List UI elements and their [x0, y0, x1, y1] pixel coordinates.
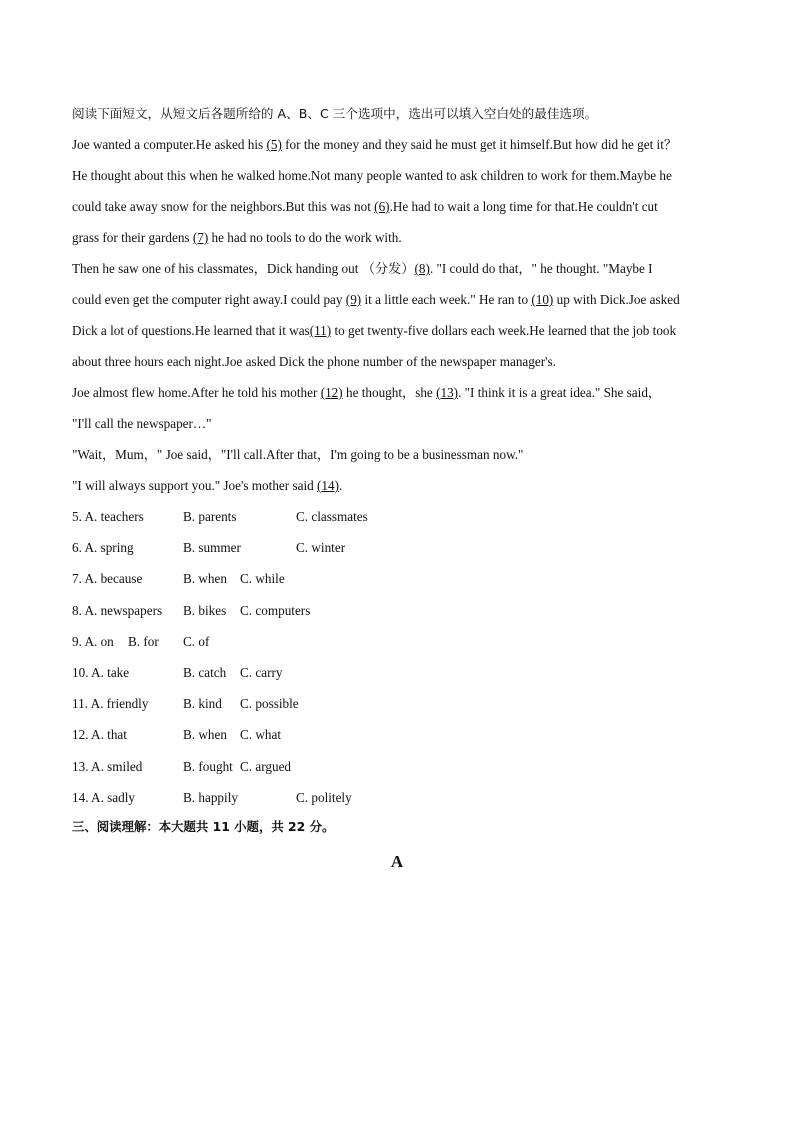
option-b: B. fought — [183, 758, 233, 774]
option-b: B. when — [183, 571, 227, 587]
option-a: 9. A. on — [72, 633, 114, 649]
blank-11: (11) — [309, 323, 332, 338]
text: . — [338, 478, 343, 493]
options-list — [72, 501, 722, 813]
option-row — [72, 532, 722, 563]
option-row — [72, 657, 722, 688]
text: . "I think it is a great idea." She said， — [458, 385, 662, 400]
blank-13: (13) — [436, 385, 459, 400]
blank-12: (12) — [320, 385, 343, 400]
option-c: C. while — [240, 571, 285, 587]
text: Joe almost flew home.After he told his mother — [72, 385, 321, 400]
text: Then he saw one of his classmates，Dick handing out （分发） — [72, 261, 415, 276]
text: for the money and they said he must get it himself.But how did he get it？ — [281, 137, 678, 152]
text: "I will always support you." Joe's mother said — [72, 478, 317, 493]
option-c: C. winter — [296, 540, 346, 556]
option-b: B. bikes — [183, 602, 227, 618]
option-row — [72, 626, 722, 657]
text: up with Dick.Joe asked — [553, 292, 680, 307]
option-c: C. argued — [240, 758, 292, 774]
option-row — [72, 595, 722, 626]
passage-line — [72, 191, 722, 222]
option-row — [72, 751, 722, 782]
option-row — [72, 782, 722, 813]
passage-line — [72, 315, 722, 346]
section-heading: 三、阅读理解：本大题共 11 小题，共 22 分。 — [72, 818, 335, 834]
option-a: 8. A. newspapers — [72, 602, 163, 618]
text: could take away snow for the neighbors.But this was not — [72, 199, 375, 214]
instruction-text: 阅读下面短文，从短文后各题所给的 A、B、C 三个选项中，选出可以填入空白处的最佳选项。 — [72, 106, 598, 121]
option-b: B. when — [183, 727, 227, 743]
option-a: 6. A. spring — [72, 540, 134, 556]
text: Joe wanted a computer.He asked his — [72, 137, 267, 152]
option-b: B. happily — [183, 789, 238, 805]
option-c: C. of — [183, 633, 210, 649]
option-a: 5. A. teachers — [72, 509, 144, 524]
passage-line — [72, 222, 722, 253]
option-b: B. parents — [183, 509, 237, 524]
option-row — [72, 501, 722, 532]
option-c: C. possible — [240, 696, 299, 712]
text: he had no tools to do the work with. — [208, 230, 402, 245]
passage-line: He thought about this when he walked home.Not many people wanted to ask children to work for them.Maybe he — [72, 168, 672, 183]
text: Dick a lot of questions.He learned that it was — [72, 323, 310, 338]
option-b: B. kind — [183, 696, 222, 712]
blank-10: (10) — [531, 292, 554, 307]
option-b: B. catch — [183, 664, 227, 680]
passage-line: "I'll call the newspaper…" — [72, 416, 212, 431]
text: to get twenty-five dollars each week.He learned that the job took — [331, 323, 677, 338]
option-b: B. for — [128, 633, 159, 649]
option-a: 10. A. take — [72, 664, 130, 680]
blank-7: (7) — [192, 230, 209, 245]
option-b: B. summer — [183, 540, 241, 556]
text: . "I could do that，" he thought. "Maybe I — [429, 261, 653, 276]
option-c: C. computers — [240, 602, 311, 618]
blank-6: (6) — [374, 199, 390, 214]
option-c: C. classmates — [296, 509, 368, 524]
text: could even get the computer right away.I could pay — [72, 292, 346, 307]
passage-line — [72, 129, 722, 160]
text: he thought，she — [342, 385, 437, 400]
option-row — [72, 563, 722, 594]
option-c: C. politely — [296, 789, 352, 805]
option-row — [72, 719, 722, 750]
blank-9: (9) — [345, 292, 362, 307]
passage-line — [72, 284, 722, 315]
text: it a little each week." He ran to — [361, 292, 532, 307]
part-title: A — [390, 852, 404, 871]
passage-line — [72, 377, 722, 408]
blank-5: (5) — [266, 137, 282, 152]
blank-8: (8) — [414, 261, 430, 276]
option-a: 7. A. because — [72, 571, 143, 587]
text: .He had to wait a long time for that.He couldn't cut — [389, 199, 658, 214]
passage-line — [72, 253, 722, 284]
option-c: C. what — [240, 727, 282, 743]
option-a: 12. A. that — [72, 727, 127, 743]
passage-line: "Wait，Mum，" Joe said，"I'll call.After that，I'm going to be a businessman now." — [72, 447, 524, 462]
document-page — [72, 98, 722, 841]
option-a: 13. A. smiled — [72, 758, 143, 774]
blank-14: (14) — [317, 478, 339, 493]
option-a: 14. A. sadly — [72, 789, 136, 805]
passage-line: about three hours each night.Joe asked Dick the phone number of the newspaper manager's. — [72, 354, 556, 369]
text: grass for their gardens — [72, 230, 193, 245]
passage-line — [72, 470, 722, 501]
option-c: C. carry — [240, 664, 283, 680]
option-row — [72, 688, 722, 719]
option-a: 11. A. friendly — [72, 696, 149, 712]
